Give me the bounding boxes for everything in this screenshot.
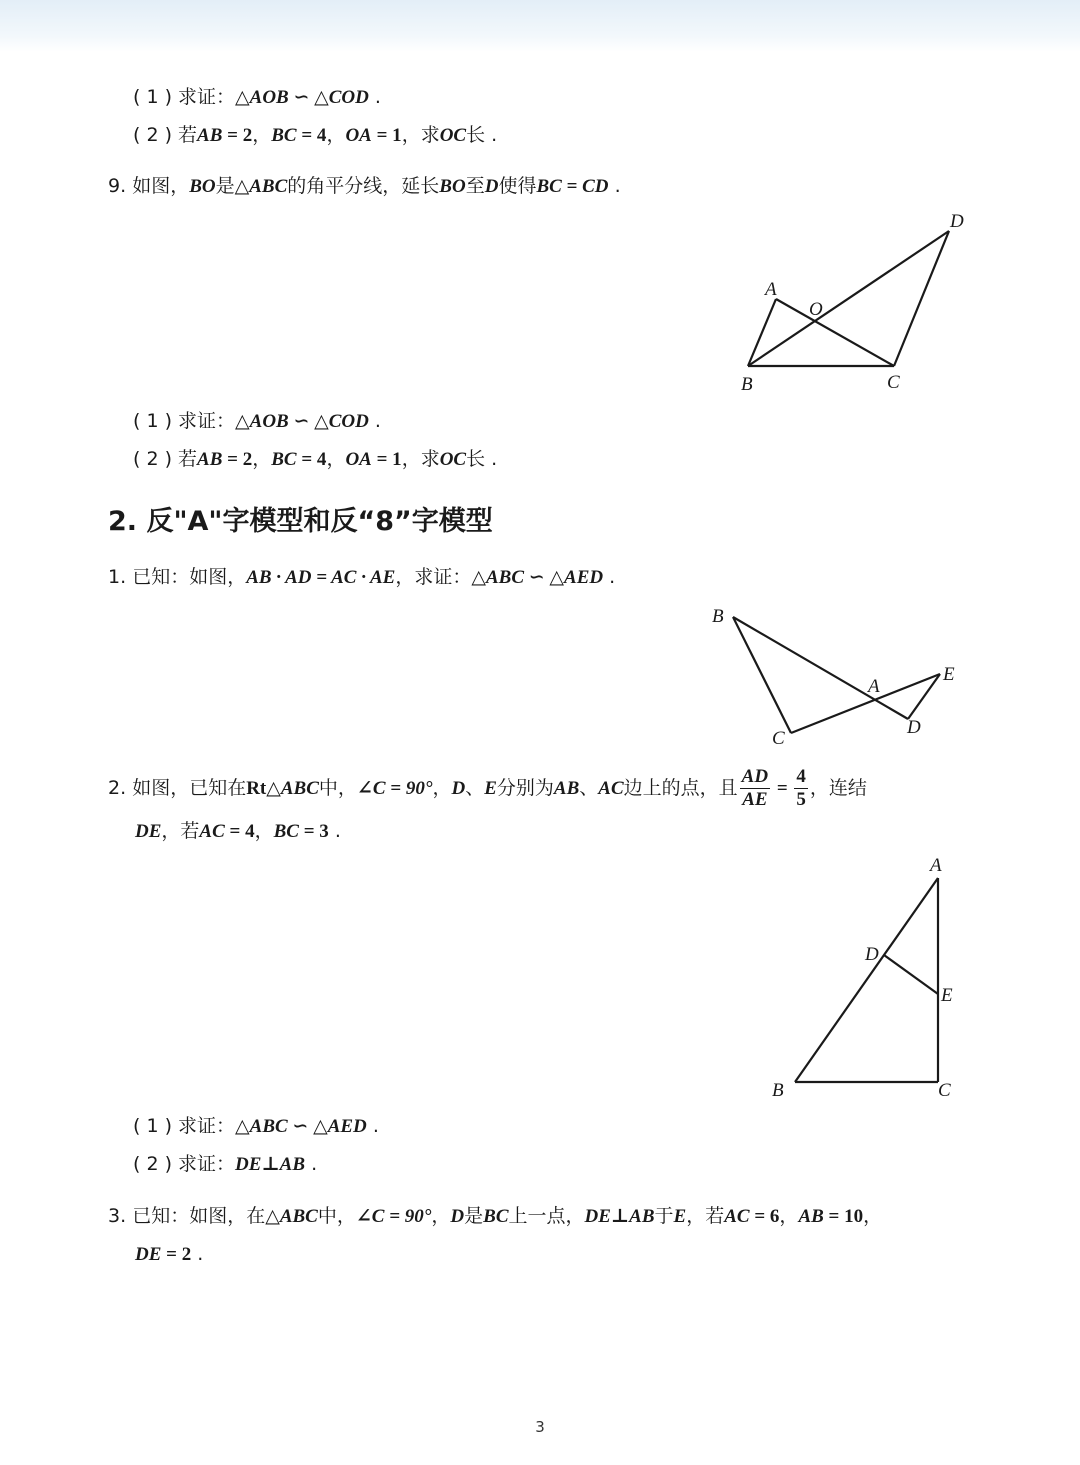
fraction-ad-ae: $\frac{AD}{AE}$ [741,766,769,810]
label-B: B [741,374,753,395]
label-A: A [868,676,880,697]
page-number: 3 [535,1418,545,1436]
label-C: C [938,1080,951,1101]
p2-statement-line1: 2. 如图，已知在Rt△ABC中，∠C = 90°，D、E分别为AB、AC边上的点，且 $\frac{AD}{AE}$ = $\frac{4}{5}$ ，连结 [108,766,867,810]
q9-statement: 9. 如图，BO是△ABC的角平分线，延长BO至D使得BC = CD . [108,175,621,197]
p2-figure [760,850,970,1110]
q9-figure [730,205,980,400]
q8-sub1: ( 1 ) 求证：△AOB ∽ △COD . [133,86,381,108]
label-C: C [772,728,785,749]
p1-figure [700,600,970,750]
label-E: E [941,985,953,1006]
label-B: B [772,1080,784,1101]
label-E: E [943,664,955,685]
label-A: A [930,855,942,876]
p2-sub1: ( 1 ) 求证：△ABC ∽ △AED . [133,1115,379,1137]
section-heading: 2. 反"A"字模型和反“8”字模型 [108,506,493,537]
label-O: O [809,299,823,320]
label-D: D [950,211,964,232]
label-D: D [907,717,921,738]
q8-sub2: ( 2 ) 若AB = 2，BC = 4，OA = 1，求OC长 . [133,124,498,146]
label-D: D [865,944,879,965]
label-A: A [765,279,777,300]
p2-sub2: ( 2 ) 求证：DE⊥AB . [133,1153,318,1175]
q9-sub1: ( 1 ) 求证：△AOB ∽ △COD . [133,410,381,432]
p3-statement-line1: 3. 已知：如图，在△ABC中，∠C = 90°，D是BC上一点，DE⊥AB于E，若AC = 6，AB = 10， [108,1205,883,1227]
p1-statement: 1. 已知：如图，AB · AD = AC · AE，求证：△ABC ∽ △AED . [108,566,616,588]
p3-statement-line2: DE = 2 . [135,1243,204,1265]
q9-sub2: ( 2 ) 若AB = 2，BC = 4，OA = 1，求OC长 . [133,448,498,470]
label-B: B [712,606,724,627]
header-band [0,0,1080,52]
fraction-4-5: $\frac{4}{5}$ [796,766,806,810]
label-C: C [887,372,900,393]
p2-statement-line2: DE，若AC = 4，BC = 3 . [135,820,341,842]
